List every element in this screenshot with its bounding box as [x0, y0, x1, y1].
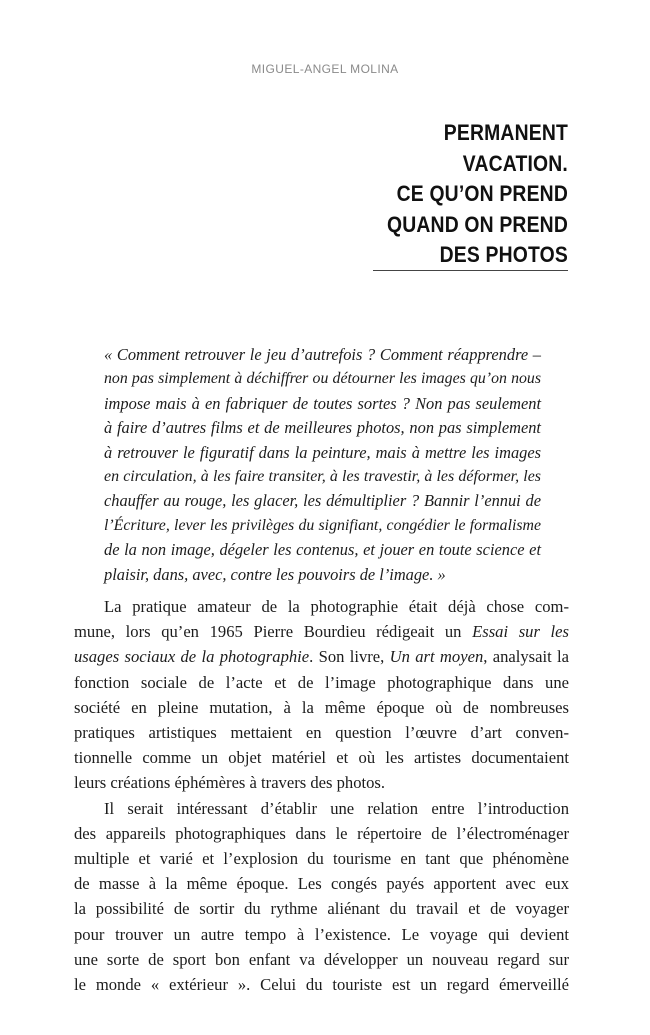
body-line: La pratique amateur de la photographie était déjà chose com-: [104, 597, 569, 616]
epigraph-line: chauffer au rouge, les glacer, les démultiplier ? Bannir l’ennui de: [104, 491, 541, 511]
paragraph-1: [74, 594, 569, 796]
book-title: Un art moyen: [389, 647, 484, 667]
body-line: [74, 619, 569, 644]
body-line-text: , analysait la: [483, 647, 569, 667]
epigraph-line: de la non image, dégeler les contenus, et jouer en toute science et: [104, 540, 541, 560]
epigraph-line: non pas simplement à déchiffrer ou détourner les images qu’on nous: [104, 370, 541, 388]
body-line-text: mune, lors qu’en 1965 Pierre Bourdieu rédigeait un: [74, 622, 473, 642]
chapter-title-line: PERMANENT: [443, 120, 568, 145]
epigraph-line: plaisir, dans, avec, contre les pouvoirs de l’image. »: [104, 564, 446, 584]
body-line: la possibilité de sortir du rythme aliénant du travail et de voyager: [74, 899, 569, 919]
body-line: fonction sociale de l’acte et de l’image photographique dans une: [74, 672, 569, 692]
body-line: le monde « extérieur ». Celui du touriste est un regard émerveillé: [74, 975, 569, 995]
body-line: des appareils photographiques dans le répertoire de l’électroménager: [74, 823, 569, 843]
epigraph-line: à retrouver le figuratif dans la peinture, mais à mettre les images: [104, 442, 541, 462]
chapter-title-line: CE QU’ON PREND: [396, 181, 568, 206]
body-line: Il serait intéressant d’établir une relation entre l’introduction: [104, 798, 569, 818]
paragraph-2: [74, 796, 569, 998]
body-line: pratiques artistiques mettaient en question l’œuvre d’art conven-: [74, 723, 569, 743]
epigraph-line: à faire d’autres films et de meilleures photos, non pas simplement: [104, 418, 541, 438]
epigraph-line: l’Écriture, lever les privilèges du signifiant, congédier le formalisme: [104, 516, 541, 534]
body-text: [74, 594, 569, 997]
chapter-title-line: VACATION.: [462, 150, 568, 176]
body-line-text: . Son livre,: [309, 647, 390, 667]
chapter-title-line: QUAND ON PREND: [386, 211, 568, 237]
body-line: de masse à la même époque. Les congés payés apportent avec eux: [74, 874, 569, 894]
body-line: tionnelle comme un objet matériel et où les artistes documentaient: [74, 748, 569, 768]
body-line: leurs créations éphémères à travers des photos.: [74, 773, 386, 793]
epigraph-line: impose mais à en fabriquer de toutes sortes ? Non pas seulement: [104, 393, 541, 413]
chapter-title-line: DES PHOTOS: [439, 242, 568, 267]
epigraph-quote: [104, 343, 541, 587]
body-line: pour trouver un autre tempo à l’existence. Le voyage qui devient: [74, 924, 569, 944]
body-line: multiple et varié et l’explosion du tourisme en tant que phénomène: [74, 849, 569, 869]
book-title: usages sociaux de la photographie: [74, 647, 310, 667]
body-line: une sorte de sport bon enfant va développer un nouveau regard sur: [74, 949, 569, 969]
body-line: société en pleine mutation, à la même époque où de nombreuses: [74, 697, 569, 717]
epigraph-line: en circulation, à les faire transiter, à les travestir, à les déformer, les: [104, 468, 541, 486]
epigraph-line: « Comment retrouver le jeu d’autrefois ? Comment réapprendre –: [104, 345, 541, 364]
body-line: [74, 644, 569, 669]
book-title: Essai sur les: [472, 622, 569, 642]
running-header: MIGUEL-ANGEL MOLINA: [251, 62, 399, 76]
chapter-title: [348, 118, 568, 271]
title-divider: [373, 270, 568, 271]
